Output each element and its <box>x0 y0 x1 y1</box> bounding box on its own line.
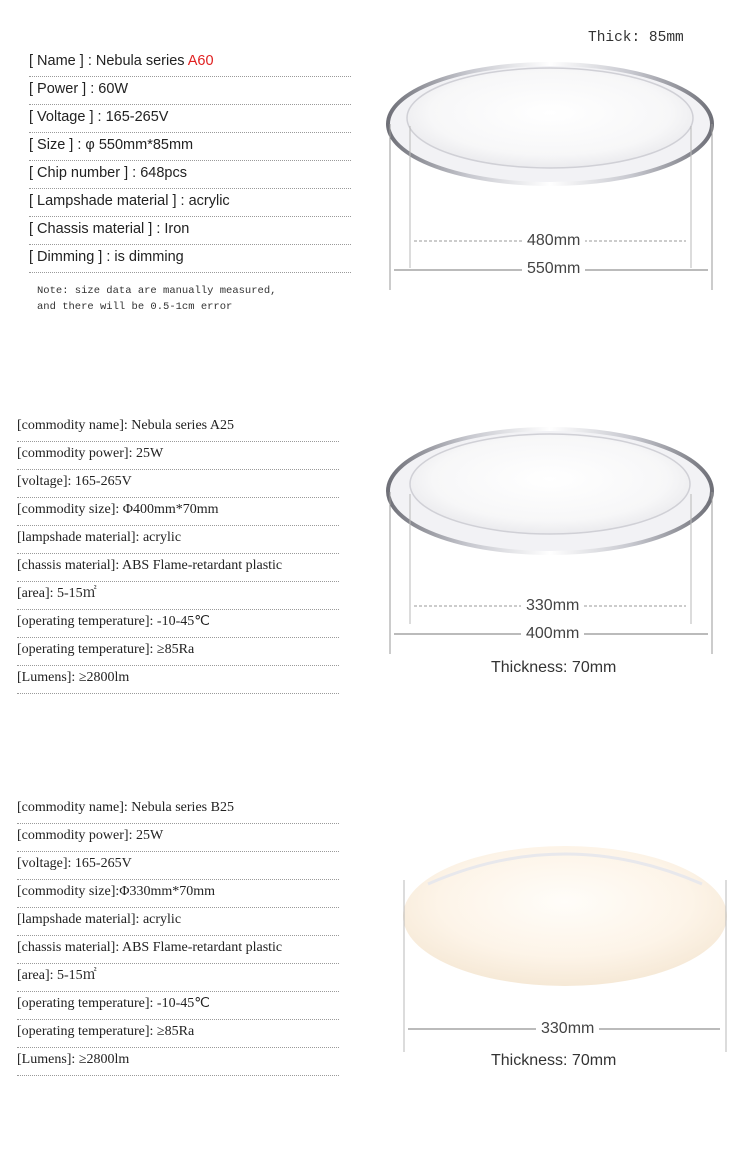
spec-row <box>17 992 282 1020</box>
spec-row <box>17 908 282 936</box>
spec-row <box>17 498 282 526</box>
spec-row <box>17 414 282 442</box>
spec-text: [chassis material]: ABS Flame-retardant plastic <box>17 558 283 573</box>
spec-row <box>17 666 282 694</box>
spec-text: [lampshade material]: acrylic <box>17 530 182 545</box>
spec-list-b25 <box>17 796 282 1076</box>
dimension-inner-a25: 330mm <box>521 597 584 615</box>
lamp-image-a25 <box>386 424 716 656</box>
spec-row <box>17 526 282 554</box>
spec-text: [commodity size]: Φ400mm*70mm <box>17 502 219 517</box>
spec-row <box>17 1048 282 1076</box>
dimension-outer-a60: 550mm <box>522 260 585 278</box>
spec-row <box>17 554 282 582</box>
spec-text: [ Lampshade material ] : acrylic <box>29 193 230 209</box>
spec-row-size <box>29 133 230 161</box>
spec-text: [area]: 5-15㎡ <box>17 586 97 601</box>
spec-row <box>17 880 282 908</box>
spec-text: [voltage]: 165-265V <box>17 474 132 489</box>
spec-text: [commodity power]: 25W <box>17 828 164 843</box>
spec-row <box>17 852 282 880</box>
spec-row <box>17 796 282 824</box>
spec-text: [area]: 5-15㎡ <box>17 968 97 983</box>
model-highlight: A60 <box>187 53 214 69</box>
spec-text: [chassis material]: ABS Flame-retardant plastic <box>17 940 283 955</box>
spec-text: [operating temperature]: -10-45℃ <box>17 996 210 1011</box>
spec-text: [commodity size]:Φ330mm*70mm <box>17 884 216 899</box>
spec-text: [commodity name]: Nebula series B25 <box>17 800 234 815</box>
dimension-inner-a60: 480mm <box>522 232 585 250</box>
spec-text: [Lumens]: ≥2800lm <box>17 1052 130 1067</box>
spec-text: [ Power ] : 60W <box>29 81 129 97</box>
spec-row <box>17 582 282 610</box>
spec-row-dimming <box>29 245 230 273</box>
spec-row <box>17 470 282 498</box>
spec-row <box>17 610 282 638</box>
spec-text: [operating temperature]: ≥85Ra <box>17 642 195 657</box>
spec-text: [operating temperature]: -10-45℃ <box>17 614 210 629</box>
spec-row-power <box>29 77 230 105</box>
spec-text: [commodity power]: 25W <box>17 446 164 461</box>
spec-row-name <box>29 49 230 77</box>
spec-row <box>17 936 282 964</box>
spec-row-lampshade <box>29 189 230 217</box>
spec-text: [commodity name]: Nebula series A25 <box>17 418 234 433</box>
spec-list-a25 <box>17 414 282 694</box>
spec-row <box>17 442 282 470</box>
spec-text: [ Dimming ] : is dimming <box>29 249 184 265</box>
spec-text: [voltage]: 165-265V <box>17 856 132 871</box>
thickness-label-a25: Thickness: 70mm <box>491 659 617 676</box>
spec-list-a60 <box>29 49 230 273</box>
spec-text: [Lumens]: ≥2800lm <box>17 670 130 685</box>
spec-text: [ Voltage ] : 165-265V <box>29 109 169 125</box>
spec-text: [lampshade material]: acrylic <box>17 912 182 927</box>
spec-text: [operating temperature]: ≥85Ra <box>17 1024 195 1039</box>
spec-text: [ Name ] : Nebula series <box>29 53 188 69</box>
spec-text: [ Chassis material ] : Iron <box>29 221 190 237</box>
spec-row <box>17 824 282 852</box>
dimension-b25: 330mm <box>536 1020 599 1038</box>
spec-text: [ Chip number ] : 648pcs <box>29 165 187 181</box>
spec-row <box>17 964 282 992</box>
spec-row <box>17 638 282 666</box>
spec-row-chassis <box>29 217 230 245</box>
spec-row <box>17 1020 282 1048</box>
measurement-note: Note: size data are manually measured, and there will be 0.5-1cm error <box>37 285 277 313</box>
thickness-label-a60: Thick: 85mm <box>588 30 684 46</box>
spec-row-chip-number <box>29 161 230 189</box>
dimension-outer-a25: 400mm <box>521 625 584 643</box>
spec-text: [ Size ] : φ 550mm*85mm <box>29 137 194 153</box>
spec-row-voltage <box>29 105 230 133</box>
thickness-label-b25: Thickness: 70mm <box>491 1052 617 1069</box>
